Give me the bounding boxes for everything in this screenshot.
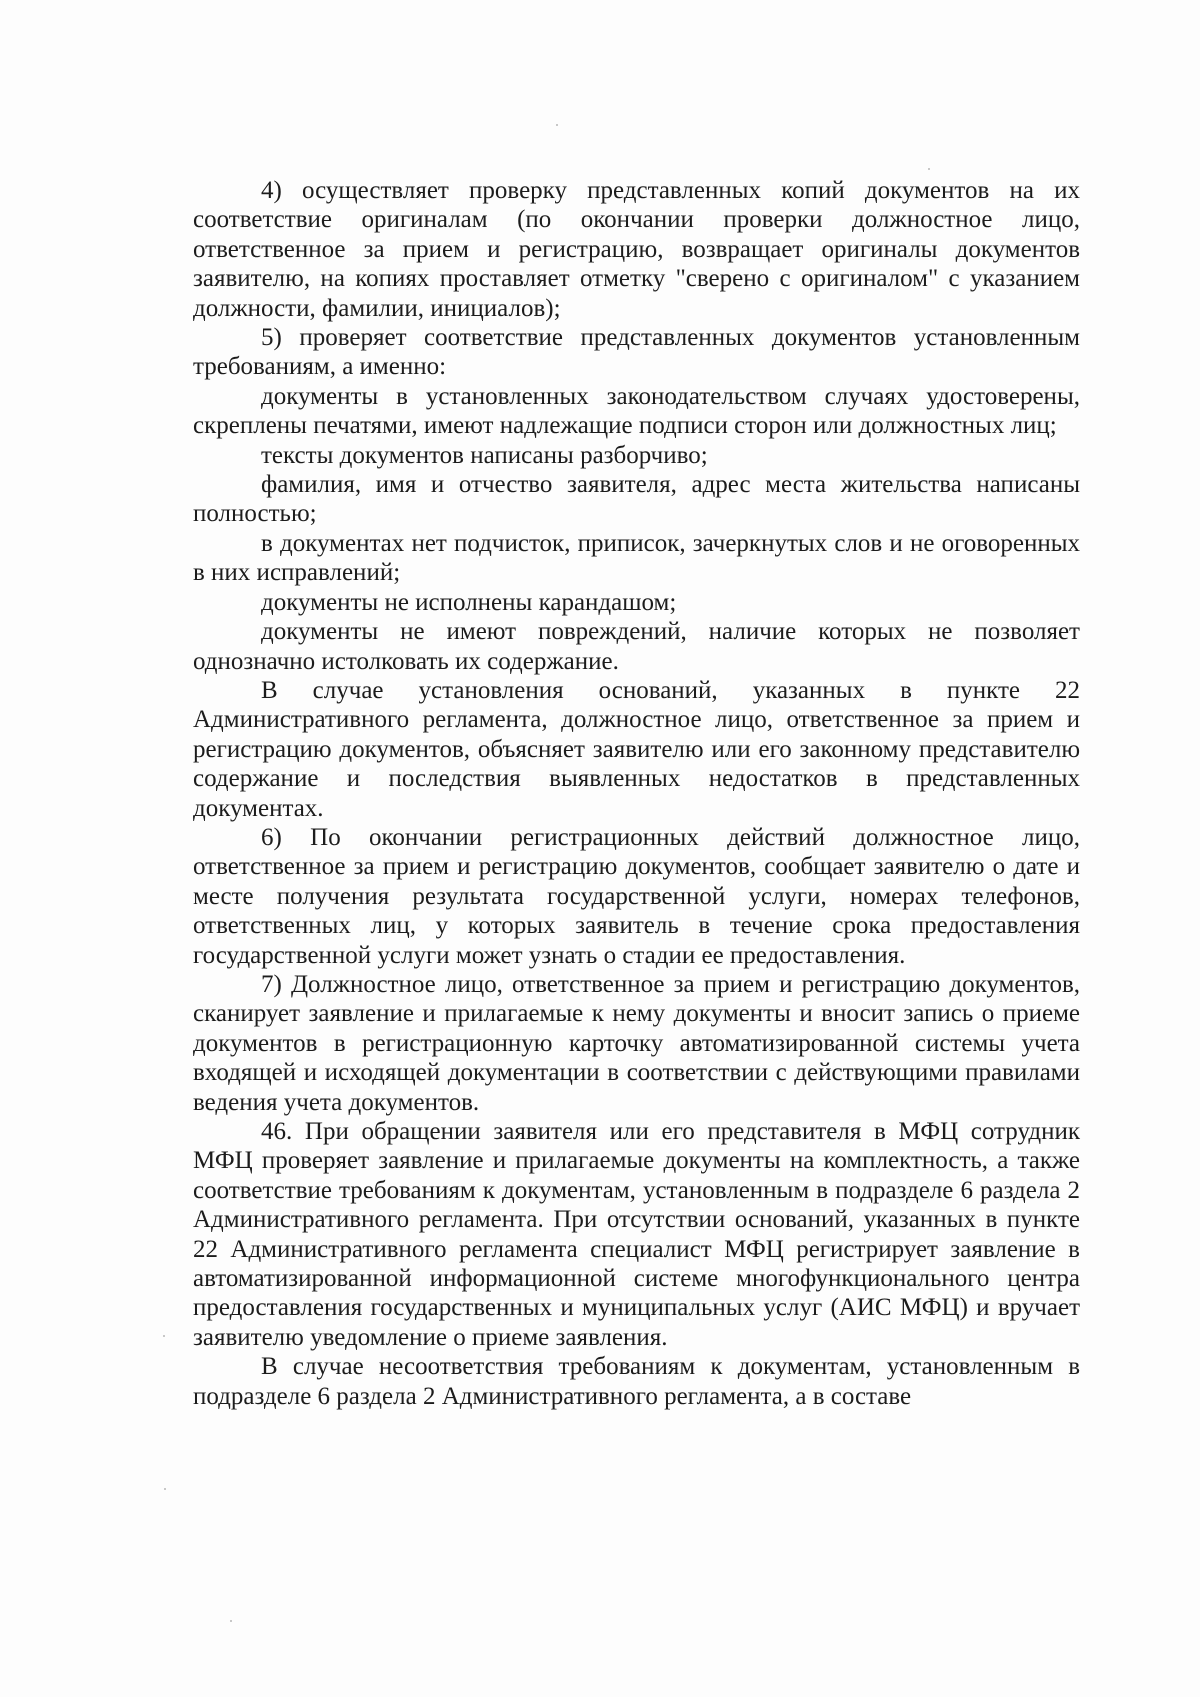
scan-speck — [163, 1335, 165, 1337]
paragraph-item-5: 5) проверяет соответствие представленных документов установленным требованиям, а именно: — [193, 324, 1080, 381]
scan-speck — [928, 168, 930, 170]
paragraph-item-6: 6) По окончании регистрационных действий должностное лицо, ответственное за прием и регистрацию документов, сообщает заявителю о дате и месте получения результата государственной услуги, номерах телефонов, ответственных лиц, у которых заявитель в течение срока предоставления государственной услуги может узнать о стадии ее предоставления. — [193, 823, 1080, 969]
paragraph-item-7: 7) Должностное лицо, ответственное за прием и регистрацию документов, сканирует заявление и прилагаемые к нему документы и вносит запись о приеме документов в регистрационную карточку автоматизированной системы учета входящей и исходящей документации в соответствии с действующими правилами ведения учета документов. — [193, 970, 1080, 1116]
paragraph-certified: документы в установленных законодательством случаях удостоверены, скреплены печатями, имеют надлежащие подписи сторон или должностных лиц; — [193, 382, 1080, 440]
paragraph-no-erasures: в документах нет подчисток, приписок, зачеркнутых слов и не оговоренных в них исправлений; — [193, 529, 1080, 587]
scan-speck — [230, 1620, 232, 1622]
paragraph-grounds: В случае установления оснований, указанных в пункте 22 Административного регламента, должностное лицо, ответственное за прием и регистрацию документов, объясняет заявителю или его законному представителю содержание и последствия выявленных недостатков в представленных документах. — [193, 676, 1080, 822]
scan-speck — [556, 124, 558, 126]
paragraph-item-4: 4) осуществляет проверку представленных копий документов на их соответствие оригиналам (по окончании проверки должностное лицо, ответственное за прием и регистрацию, возвращает оригиналы документов заявителю, на копиях проставляет отметку "сверено с оригиналом" с указанием должности, фамилии, инициалов); — [193, 177, 1080, 322]
document-body — [193, 176, 1080, 1411]
paragraph-item-46: 46. При обращении заявителя или его представителя в МФЦ сотрудник МФЦ проверяет заявление и прилагаемые документы на комплектность, а также соответствие требованиям к документам, установленным в подразделе 6 раздела 2 Административного регламента. При отсутствии оснований, указанных в пункте 22 Административного регламента специалист МФЦ регистрирует заявление в автоматизированной информационной системе многофункционального центра предоставления государственных и муниципальных услуг (АИС МФЦ) и вручает заявителю уведомление о приеме заявления. — [193, 1118, 1080, 1351]
paragraph-no-damage: документы не имеют повреждений, наличие которых не позволяет однозначно истолковать их содержание. — [193, 618, 1080, 675]
paragraph-legible: тексты документов написаны разборчиво; — [261, 441, 708, 469]
paragraph-no-pencil: документы не исполнены карандашом; — [261, 588, 677, 616]
scan-speck — [164, 1488, 166, 1490]
paragraph-mismatch: В случае несоответствия требованиям к документам, установленным в подразделе 6 раздела 2 Административного регламента, а в составе — [193, 1353, 1080, 1410]
paragraph-full-name: фамилия, имя и отчество заявителя, адрес места жительства написаны полностью; — [193, 471, 1080, 528]
